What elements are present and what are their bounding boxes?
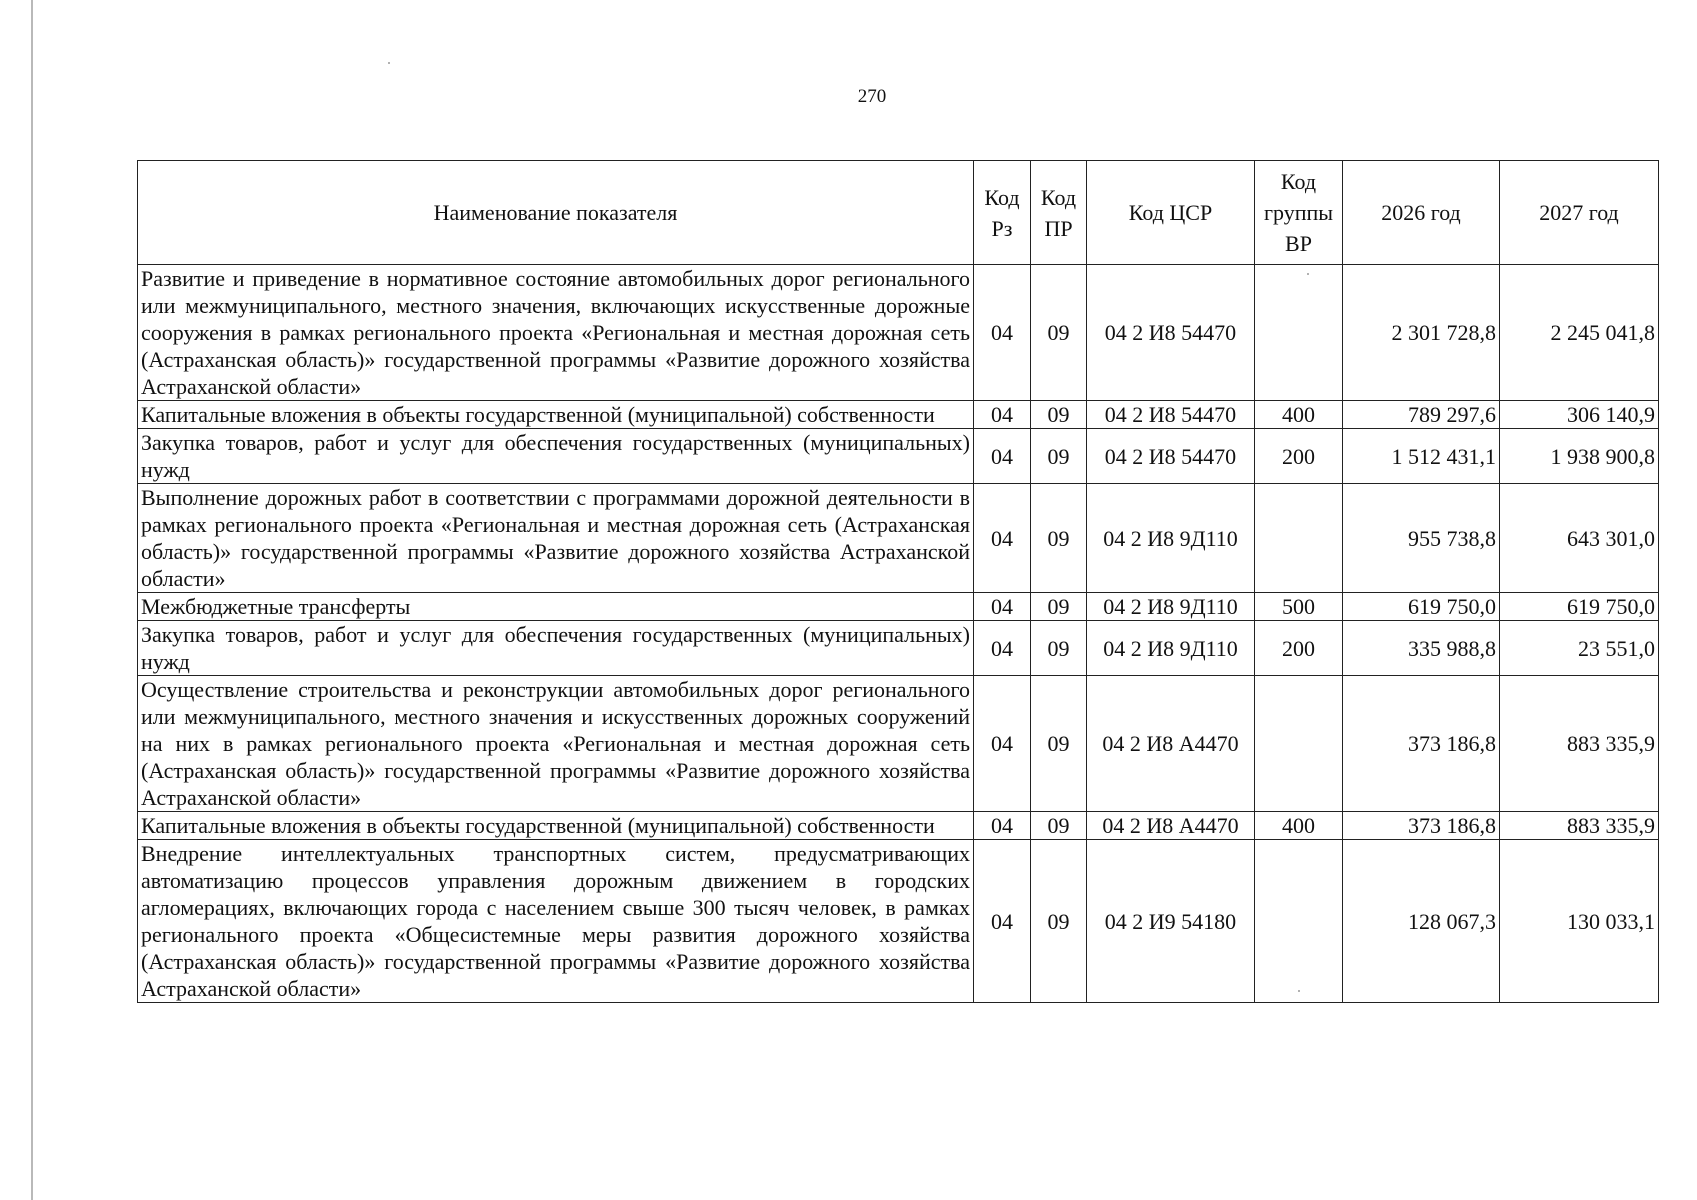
cell-name: Капитальные вложения в объекты государственной (муниципальной) собственности [138, 401, 974, 429]
cell-name: Выполнение дорожных работ в соответствии с программами дорожной деятельности в рамках регионального проекта «Региональная и местная дорожная сеть (Астраханская область)» государственной программы «Развитие дорожного хозяйства Астраханской области» [138, 484, 974, 593]
cell-2026: 619 750,0 [1343, 593, 1500, 621]
cell-rz: 04 [974, 484, 1031, 593]
cell-vr [1255, 484, 1343, 593]
table-row [138, 593, 1659, 621]
scan-speck [388, 62, 390, 64]
cell-2026: 335 988,8 [1343, 621, 1500, 676]
cell-rz: 04 [974, 676, 1031, 812]
cell-csr: 04 2 И8 54470 [1087, 429, 1255, 484]
cell-pr: 09 [1031, 621, 1087, 676]
budget-table [137, 160, 1659, 1003]
table-row [138, 621, 1659, 676]
cell-csr: 04 2 И8 9Д110 [1087, 484, 1255, 593]
cell-vr [1255, 265, 1343, 401]
cell-pr: 09 [1031, 593, 1087, 621]
cell-pr: 09 [1031, 484, 1087, 593]
table-row [138, 265, 1659, 401]
cell-2027: 306 140,9 [1500, 401, 1659, 429]
cell-2027: 23 551,0 [1500, 621, 1659, 676]
table-row [138, 484, 1659, 593]
cell-rz: 04 [974, 840, 1031, 1003]
cell-vr: 200 [1255, 429, 1343, 484]
cell-csr: 04 2 И8 9Д110 [1087, 621, 1255, 676]
cell-csr: 04 2 И8 54470 [1087, 401, 1255, 429]
cell-csr: 04 2 И8 А4470 [1087, 812, 1255, 840]
cell-name: Внедрение интеллектуальных транспортных систем, предусматривающих автоматизацию процессов управления дорожным движением в городских агломерациях, включающих города с населением свыше 300 тысяч человек, в рамках регионального проекта «Общесистемные меры развития дорожного хозяйства (Астраханская область)» государственной программы «Развитие дорожного хозяйства Астраханской области» [138, 840, 974, 1003]
page-number: 270 [857, 86, 887, 107]
cell-name: Межбюджетные трансферты [138, 593, 974, 621]
header-csr: Код ЦСР [1087, 161, 1255, 265]
cell-pr: 09 [1031, 840, 1087, 1003]
table-row [138, 676, 1659, 812]
cell-pr: 09 [1031, 429, 1087, 484]
cell-2026: 373 186,8 [1343, 812, 1500, 840]
cell-vr [1255, 840, 1343, 1003]
cell-2027: 883 335,9 [1500, 676, 1659, 812]
header-2027: 2027 год [1500, 161, 1659, 265]
header-name: Наименование показателя [138, 161, 974, 265]
cell-csr: 04 2 И8 54470 [1087, 265, 1255, 401]
cell-2027: 2 245 041,8 [1500, 265, 1659, 401]
cell-csr: 04 2 И8 9Д110 [1087, 593, 1255, 621]
scan-margin-line [31, 0, 33, 1200]
cell-rz: 04 [974, 593, 1031, 621]
table-body [138, 265, 1659, 1003]
cell-pr: 09 [1031, 401, 1087, 429]
table-row [138, 401, 1659, 429]
cell-rz: 04 [974, 429, 1031, 484]
cell-csr: 04 2 И8 А4470 [1087, 676, 1255, 812]
cell-name: Осуществление строительства и реконструкции автомобильных дорог регионального или межмуниципального, местного значения и искусственных дорожных сооружений на них в рамках регионального проекта «Региональная и местная дорожная сеть (Астраханская область)» государственной программы «Развитие дорожного хозяйства Астраханской области» [138, 676, 974, 812]
table-row [138, 429, 1659, 484]
cell-vr: 400 [1255, 812, 1343, 840]
cell-2026: 373 186,8 [1343, 676, 1500, 812]
cell-name: Закупка товаров, работ и услуг для обеспечения государственных (муниципальных) нужд [138, 621, 974, 676]
cell-2027: 883 335,9 [1500, 812, 1659, 840]
cell-vr: 200 [1255, 621, 1343, 676]
cell-rz: 04 [974, 621, 1031, 676]
cell-vr [1255, 676, 1343, 812]
cell-2027: 619 750,0 [1500, 593, 1659, 621]
header-vr: Код группы ВР [1255, 161, 1343, 265]
cell-rz: 04 [974, 401, 1031, 429]
cell-pr: 09 [1031, 812, 1087, 840]
table-header [138, 161, 1659, 265]
header-pr: Код ПР [1031, 161, 1087, 265]
cell-name: Развитие и приведение в нормативное состояние автомобильных дорог регионального или межмуниципального, местного значения, включающих искусственные дорожные сооружения в рамках регионального проекта «Региональная и местная дорожная сеть (Астраханская область)» государственной программы «Развитие дорожного хозяйства Астраханской области» [138, 265, 974, 401]
header-row [138, 161, 1659, 265]
table-row [138, 840, 1659, 1003]
cell-rz: 04 [974, 265, 1031, 401]
header-rz: Код Рз [974, 161, 1031, 265]
cell-2027: 130 033,1 [1500, 840, 1659, 1003]
cell-vr: 400 [1255, 401, 1343, 429]
cell-rz: 04 [974, 812, 1031, 840]
header-2026: 2026 год [1343, 161, 1500, 265]
cell-name: Закупка товаров, работ и услуг для обеспечения государственных (муниципальных) нужд [138, 429, 974, 484]
cell-csr: 04 2 И9 54180 [1087, 840, 1255, 1003]
cell-2026: 128 067,3 [1343, 840, 1500, 1003]
cell-2026: 1 512 431,1 [1343, 429, 1500, 484]
cell-2027: 643 301,0 [1500, 484, 1659, 593]
cell-2026: 789 297,6 [1343, 401, 1500, 429]
cell-name: Капитальные вложения в объекты государственной (муниципальной) собственности [138, 812, 974, 840]
cell-2026: 2 301 728,8 [1343, 265, 1500, 401]
cell-2027: 1 938 900,8 [1500, 429, 1659, 484]
cell-pr: 09 [1031, 676, 1087, 812]
cell-pr: 09 [1031, 265, 1087, 401]
cell-2026: 955 738,8 [1343, 484, 1500, 593]
table-row [138, 812, 1659, 840]
cell-vr: 500 [1255, 593, 1343, 621]
